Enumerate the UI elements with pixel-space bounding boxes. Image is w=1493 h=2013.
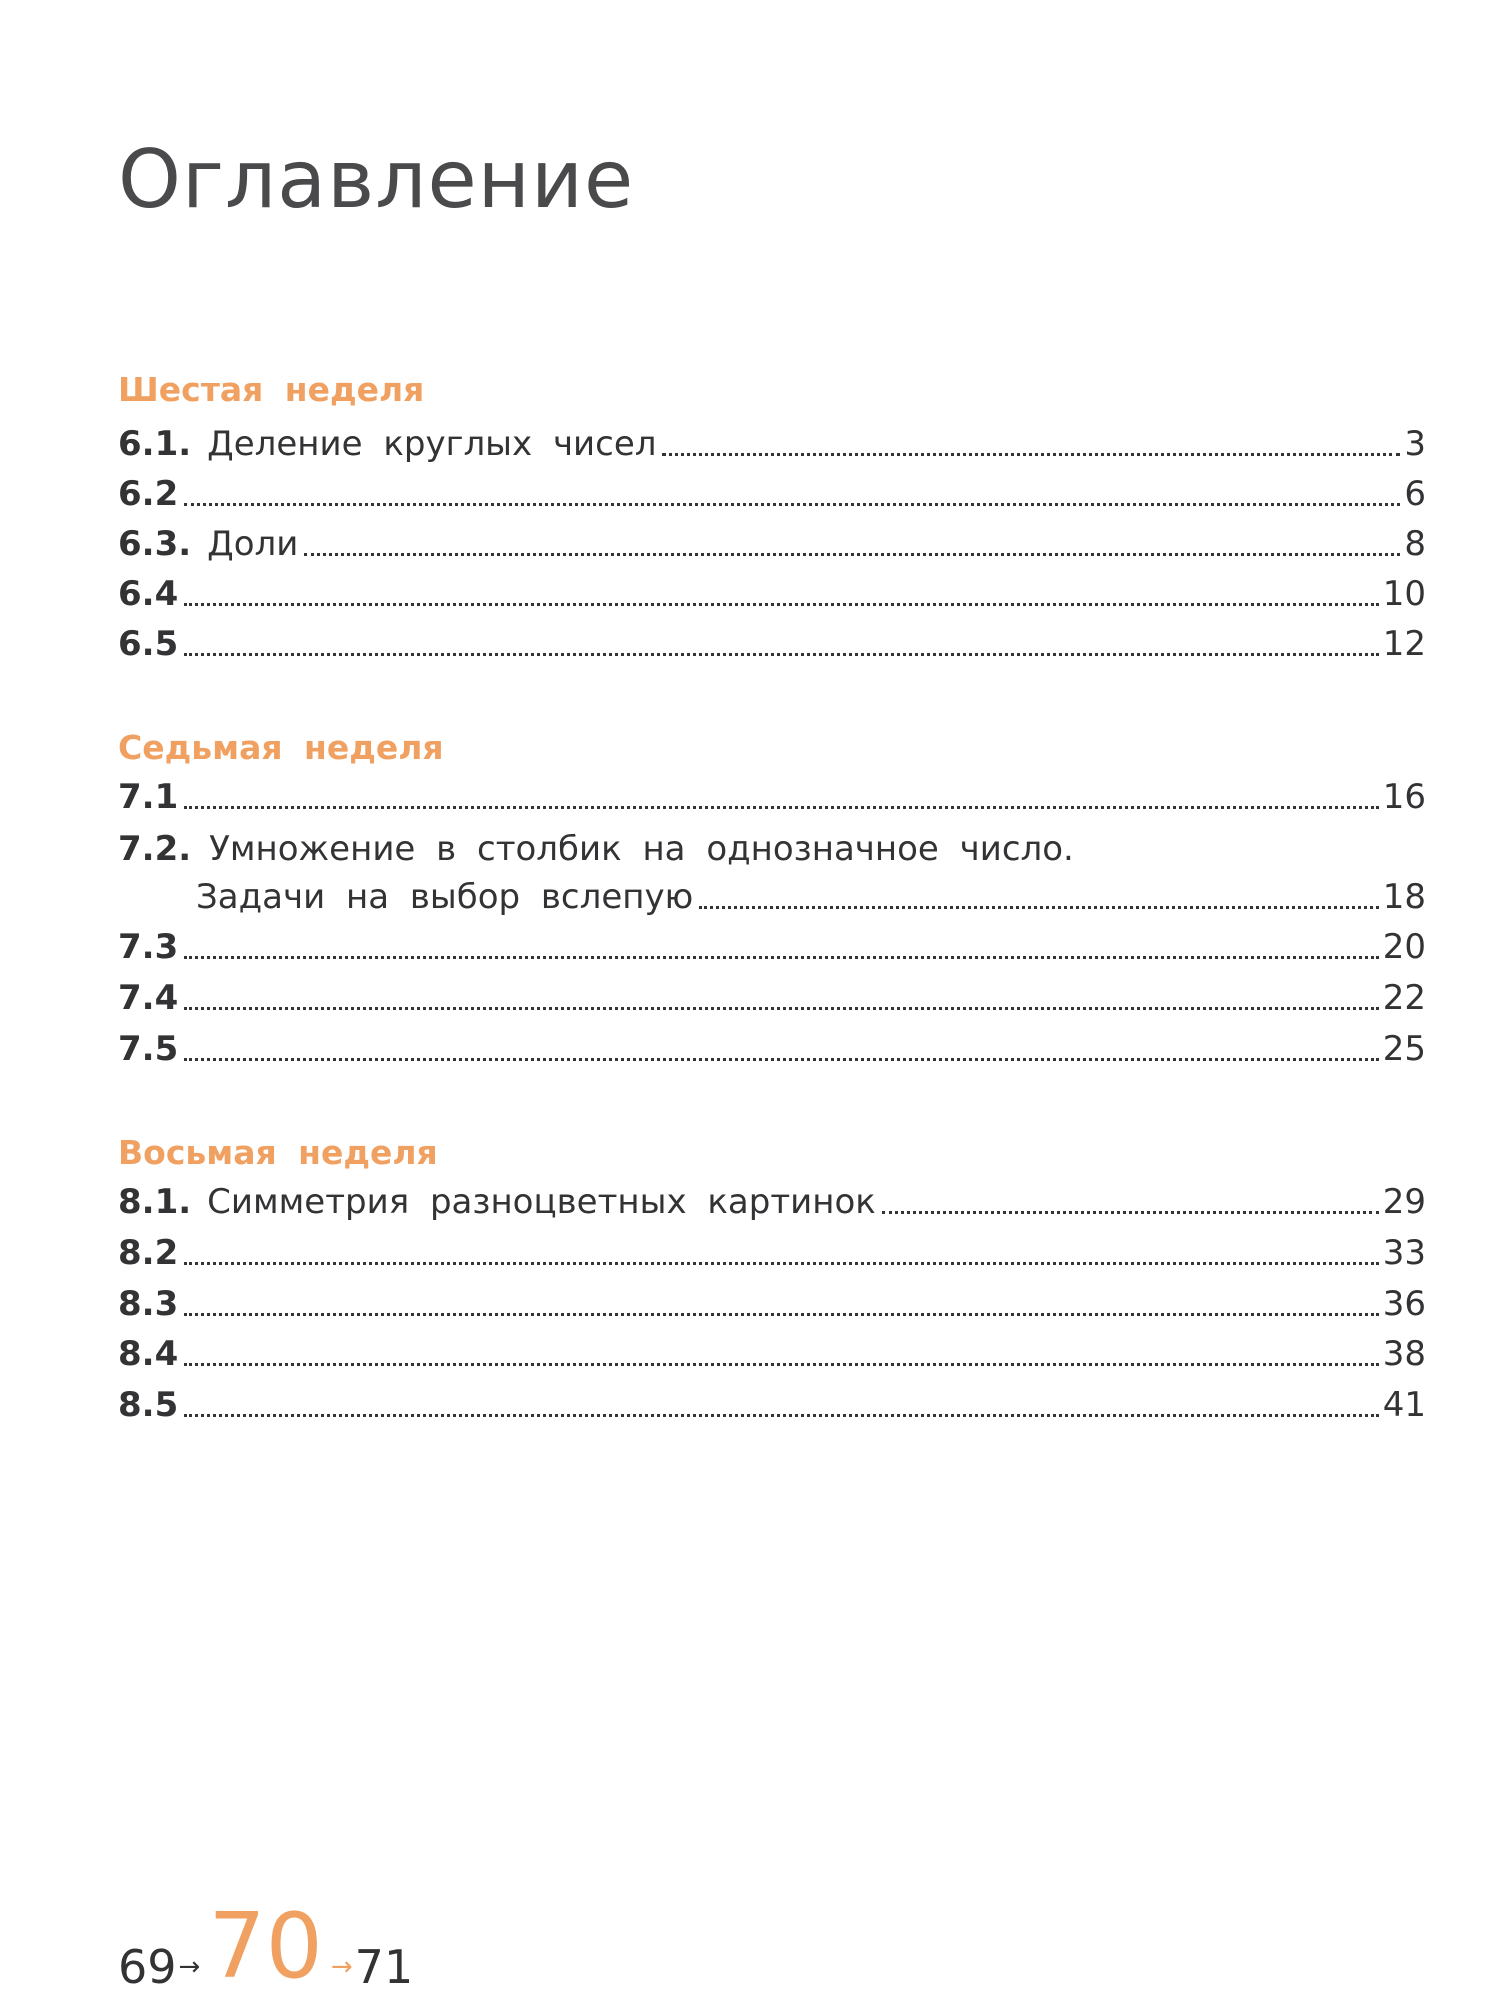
toc-entry-6-1[interactable] <box>118 420 1426 466</box>
toc-entry-number: 8.1. <box>118 1182 192 1222</box>
toc-entry-title-continuation: Задачи на выбор вслепую <box>196 877 694 917</box>
dot-leader <box>184 1414 1379 1417</box>
dot-leader <box>184 806 1379 809</box>
dot-leader <box>184 1007 1379 1010</box>
toc-entry-page: 29 <box>1382 1182 1426 1222</box>
toc-entry-title: Умножение в столбик на однозначное число. <box>209 829 1074 869</box>
toc-entry-number: 7.1 <box>118 777 179 817</box>
toc-entry-8-2[interactable] <box>118 1229 1426 1275</box>
page-title: Оглавление <box>118 133 635 226</box>
toc-entry-title: Симметрия разноцветных картинок <box>207 1182 876 1222</box>
toc-entry-page: 22 <box>1382 978 1426 1018</box>
toc-entry-page: 25 <box>1382 1029 1426 1069</box>
toc-entry-7-5[interactable] <box>118 1025 1426 1071</box>
toc-entry-7-2-first-line[interactable] <box>118 827 1074 871</box>
dot-leader <box>662 453 1400 456</box>
toc-entry-number: 7.4 <box>118 978 179 1018</box>
toc-entry-number: 8.3 <box>118 1284 179 1324</box>
dot-leader <box>184 1363 1379 1366</box>
previous-page-number[interactable]: 69 <box>118 1940 177 1994</box>
section-heading-week-8: Восьмая неделя <box>118 1133 438 1172</box>
next-page-number[interactable]: 71 <box>354 1940 414 1994</box>
toc-entry-page: 8 <box>1404 524 1426 564</box>
toc-entry-number: 6.3. <box>118 524 192 564</box>
toc-entry-page: 6 <box>1404 474 1426 514</box>
arrow-right-icon: → <box>178 1952 201 1982</box>
toc-entry-number: 7.5 <box>118 1029 179 1069</box>
toc-entry-number: 6.4 <box>118 574 179 614</box>
dot-leader <box>304 553 1400 556</box>
toc-entry-number: 7.3 <box>118 927 179 967</box>
arrow-right-icon: → <box>330 1952 353 1982</box>
toc-entry-page: 3 <box>1404 424 1426 464</box>
toc-entry-page: 20 <box>1382 927 1426 967</box>
toc-entry-6-3[interactable] <box>118 520 1426 566</box>
toc-entry-6-5[interactable] <box>118 620 1426 666</box>
toc-entry-page: 33 <box>1382 1233 1426 1273</box>
toc-entry-page: 38 <box>1382 1334 1426 1374</box>
dot-leader <box>184 956 1379 959</box>
dot-leader <box>184 1313 1379 1316</box>
toc-entry-7-4[interactable] <box>118 974 1426 1020</box>
toc-entry-8-3[interactable] <box>118 1280 1426 1326</box>
toc-entry-title: Деление круглых чисел <box>207 424 657 464</box>
toc-entry-page: 16 <box>1382 777 1426 817</box>
toc-entry-number: 8.2 <box>118 1233 179 1273</box>
toc-entry-number: 6.2 <box>118 474 179 514</box>
toc-entry-title: Доли <box>207 524 299 564</box>
toc-entry-6-2[interactable] <box>118 470 1426 516</box>
dot-leader <box>882 1211 1379 1214</box>
toc-entry-8-4[interactable] <box>118 1330 1426 1376</box>
dot-leader <box>184 603 1379 606</box>
page-navigation <box>118 1894 414 1999</box>
dot-leader <box>699 906 1379 909</box>
toc-entry-6-4[interactable] <box>118 570 1426 616</box>
toc-entry-number: 6.1. <box>118 424 192 464</box>
toc-entry-7-3[interactable] <box>118 923 1426 969</box>
toc-entry-page: 41 <box>1382 1385 1426 1425</box>
toc-entry-7-2[interactable] <box>196 873 1426 919</box>
dot-leader <box>184 653 1379 656</box>
toc-entry-number: 8.5 <box>118 1385 179 1425</box>
toc-entry-number: 8.4 <box>118 1334 179 1374</box>
toc-entry-page: 12 <box>1382 624 1426 664</box>
dot-leader <box>184 1058 1379 1061</box>
toc-entry-page: 10 <box>1382 574 1426 614</box>
dot-leader <box>184 503 1400 506</box>
toc-entry-8-5[interactable] <box>118 1381 1426 1427</box>
toc-entry-page: 36 <box>1382 1284 1426 1324</box>
toc-entry-7-1[interactable] <box>118 773 1426 819</box>
toc-entry-number: 7.2. <box>118 829 192 869</box>
dot-leader <box>184 1262 1379 1265</box>
current-page-number: 70 <box>208 1894 323 1999</box>
section-heading-week-6: Шестая неделя <box>118 370 425 409</box>
section-heading-week-7: Седьмая неделя <box>118 728 444 767</box>
toc-entry-page: 18 <box>1382 877 1426 917</box>
toc-entry-number: 6.5 <box>118 624 179 664</box>
toc-entry-8-1[interactable] <box>118 1178 1426 1224</box>
